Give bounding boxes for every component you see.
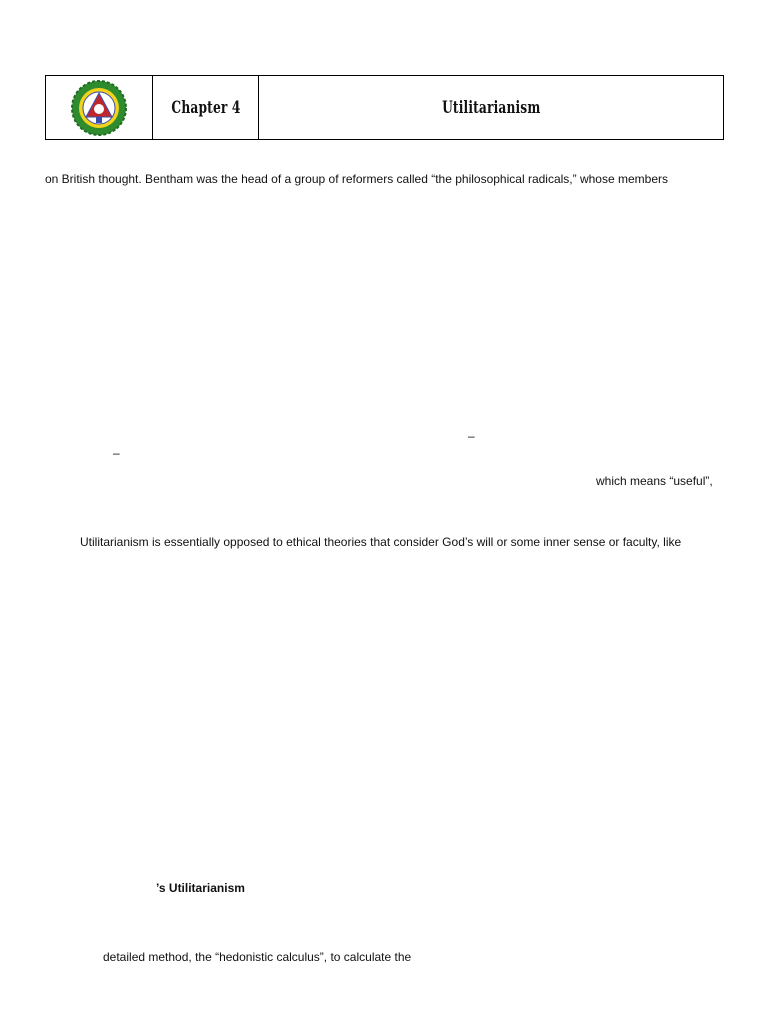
dash-mark: – bbox=[113, 446, 120, 460]
school-seal-logo bbox=[70, 79, 128, 137]
body-text-fragment: which means “useful”, bbox=[596, 474, 713, 488]
body-text-line: on British thought. Bentham was the head of a group of reformers called “the philosophical radicals,” whose members bbox=[45, 172, 668, 186]
title-cell bbox=[259, 76, 723, 139]
chapter-title: Utilitarianism bbox=[441, 97, 541, 118]
header-table bbox=[45, 75, 724, 140]
chapter-label: Chapter 4 bbox=[170, 97, 241, 118]
dash-mark: – bbox=[468, 429, 475, 443]
body-text-line: detailed method, the “hedonistic calculus”, to calculate the bbox=[103, 950, 412, 964]
logo-cell bbox=[46, 76, 153, 139]
body-text-line: Utilitarianism is essentially opposed to ethical theories that consider God’s will or some inner sense or faculty, like bbox=[80, 535, 682, 549]
chapter-cell bbox=[153, 76, 259, 139]
section-heading: ’s Utilitarianism bbox=[156, 881, 245, 895]
